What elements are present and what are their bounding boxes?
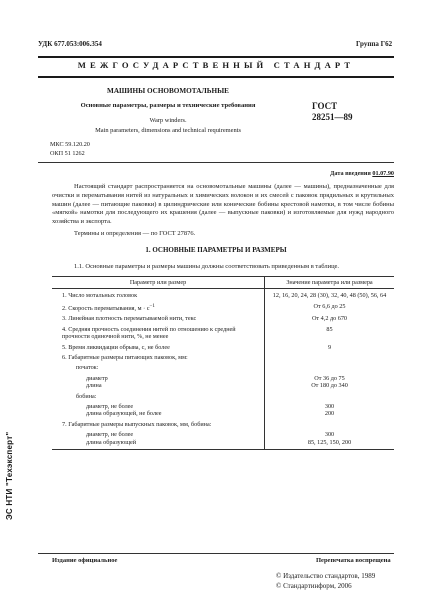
banner-rule-top bbox=[38, 56, 394, 58]
table-row bbox=[52, 361, 394, 371]
value-cell: 300 bbox=[324, 431, 335, 439]
table-row bbox=[52, 418, 394, 428]
table-row bbox=[52, 323, 394, 341]
table-row bbox=[52, 289, 394, 300]
param-cell: 7. Габаритные размеры выпускных паковок, мм, бобина: bbox=[52, 418, 265, 428]
param-subitem: диаметр, не более bbox=[86, 402, 134, 410]
clause-1-1: 1.1. Основные параметры и размеры машины должны соответствовать приведенным в таблице. bbox=[74, 263, 340, 270]
param-cell: 3. Линейная плотность перематываемой нити, текс bbox=[52, 312, 265, 322]
param-subheading: початок: bbox=[76, 364, 99, 372]
value-cell: 12, 16, 20, 24, 28 (30), 32, 40, 48 (50), 56, 64 bbox=[272, 292, 387, 300]
parameters-table bbox=[52, 276, 394, 450]
param-cell: 5. Время ликвидации обрыва, с, не более bbox=[52, 341, 265, 351]
value-cell: 200 bbox=[324, 410, 335, 418]
param-subitem: диаметр bbox=[86, 374, 108, 382]
param-cell: 6. Габаритные размеры питающих паковок, мм: bbox=[52, 351, 265, 361]
introduction-date bbox=[300, 170, 394, 177]
param-superscript: −1 bbox=[149, 302, 155, 309]
param-subitem: диаметр, не более bbox=[86, 431, 134, 439]
value-cell: 85, 125, 150, 200 bbox=[265, 439, 395, 450]
banner-rule-bottom bbox=[38, 76, 394, 78]
value-cell: От 6,6 до 25 bbox=[313, 302, 346, 310]
param-cell bbox=[52, 372, 265, 382]
param-cell bbox=[52, 400, 265, 410]
copyright-line-1: © Издательство стандартов, 1989 bbox=[276, 572, 376, 580]
param-cell bbox=[52, 410, 265, 417]
param-cell bbox=[52, 300, 265, 312]
udk-code: УДК 677.053:006.354 bbox=[38, 40, 102, 48]
value-cell: От 4,2 до 670 bbox=[311, 315, 348, 323]
side-stamp: ЭС НТИ "Техэксперт" bbox=[5, 431, 14, 520]
terms-reference: Термины и определения — по ГОСТ 27876. bbox=[74, 230, 196, 237]
document-title: МАШИНЫ ОСНОВОМОТАЛЬНЫЕ bbox=[107, 87, 229, 95]
gost-number: 28251—89 bbox=[312, 112, 353, 122]
param-cell bbox=[52, 361, 265, 371]
table-row bbox=[52, 390, 394, 400]
intro-date-value: 01.07.90 bbox=[372, 170, 394, 177]
param-subitem: длина образующей, не более bbox=[86, 410, 162, 418]
official-edition-note: Издание официальное bbox=[52, 557, 118, 564]
intro-date-label: Дата введения bbox=[330, 170, 371, 177]
value-cell bbox=[265, 351, 395, 361]
param-cell: 1. Число мотальных головок bbox=[52, 289, 265, 300]
param-cell bbox=[52, 382, 265, 389]
value-cell bbox=[265, 361, 395, 371]
table-header-param: Параметр или размер bbox=[52, 277, 265, 289]
footer-divider bbox=[38, 553, 394, 554]
standard-banner: МЕЖГОСУДАРСТВЕННЫЙ СТАНДАРТ bbox=[77, 60, 355, 70]
gost-designation bbox=[312, 101, 372, 123]
table-row bbox=[52, 428, 394, 438]
group-code: Группа Г62 bbox=[356, 40, 393, 48]
scope-paragraph: Настоящий стандарт распространяется на основомотальные машины (далее — машины), предназначенные для очистки и перематывания нитей из натуральных и химических волокон и их смесей с паковок прядильных и крутильных машин (далее — питающие паковки) в цилиндрические или конические бобины крестовой намотки, в том числе бобины «мягкой» намотки для последующего их крашения (далее — выпускные паковки) и изготовляемые для нужд народного хозяйства и экспорта. bbox=[52, 183, 394, 225]
value-cell: 85 bbox=[326, 325, 333, 333]
table-row bbox=[52, 439, 394, 450]
subtitle-english: Main parameters, dimensions and technical requirements bbox=[95, 127, 241, 134]
table-header-row bbox=[52, 277, 394, 289]
title-english: Warp winders. bbox=[149, 117, 187, 124]
section-1-title: 1. ОСНОВНЫЕ ПАРАМЕТРЫ И РАЗМЕРЫ bbox=[145, 246, 287, 254]
value-cell bbox=[265, 418, 395, 428]
value-cell: От 180 до 340 bbox=[311, 382, 348, 390]
value-cell: 9 bbox=[327, 343, 332, 351]
document-subtitle: Основные параметры, размеры и технические требования bbox=[80, 102, 256, 109]
table-row bbox=[52, 351, 394, 361]
value-cell: 300 bbox=[324, 402, 335, 410]
table-row bbox=[52, 300, 394, 312]
param-cell bbox=[52, 390, 265, 400]
table-row bbox=[52, 410, 394, 417]
param-subitem: длина bbox=[86, 382, 102, 390]
param-cell bbox=[52, 439, 265, 450]
mks-code: МКС 59.120.20 bbox=[50, 141, 90, 148]
param-cell: 4. Средняя прочность соединения нитей по отношению к средней прочности одиночной нити, %, не менее bbox=[52, 323, 265, 341]
value-cell: От 36 до 75 bbox=[314, 374, 345, 382]
param-subheading: бобина: bbox=[76, 392, 97, 400]
table-row bbox=[52, 341, 394, 351]
reprint-prohibited-note: Перепечатка воспрещена bbox=[316, 557, 391, 564]
okp-code: ОКП 51 1262 bbox=[50, 150, 85, 157]
table-row bbox=[52, 400, 394, 410]
value-cell bbox=[265, 390, 395, 400]
copyright-line-2: © Стандартинформ, 2006 bbox=[276, 582, 352, 590]
param-cell bbox=[52, 428, 265, 438]
param-text: 2. Скорость перематывания, м · с bbox=[62, 304, 150, 312]
table-row bbox=[52, 382, 394, 389]
gost-label: ГОСТ bbox=[312, 101, 338, 111]
header-divider bbox=[38, 162, 394, 163]
table-header-value: Значение параметра или размера bbox=[265, 277, 395, 289]
param-subitem: длина образующей bbox=[86, 438, 137, 446]
table-row bbox=[52, 312, 394, 322]
table-row bbox=[52, 372, 394, 382]
